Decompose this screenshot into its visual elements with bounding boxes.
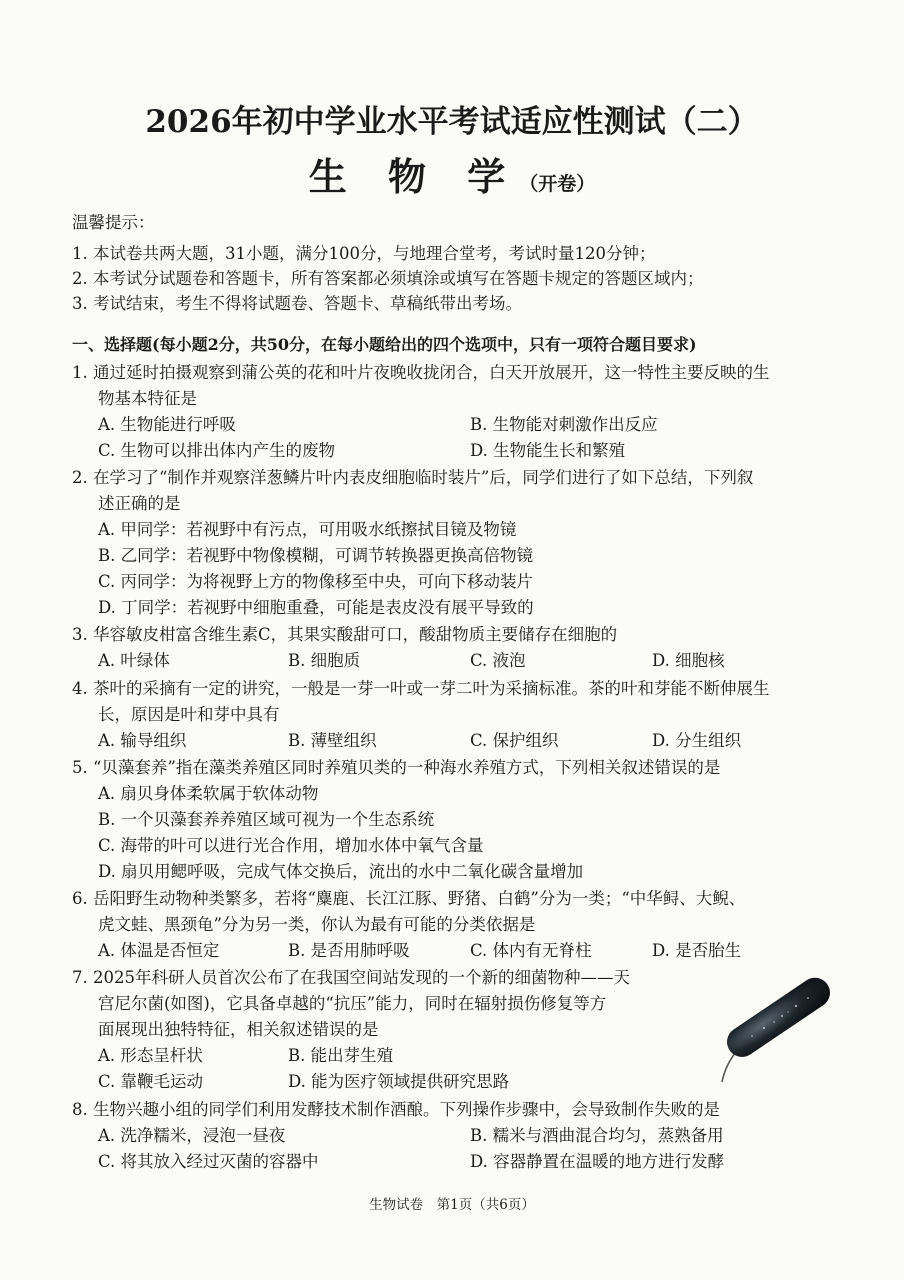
option: C. 丙同学：为将视野上方的物像移至中央，可向下移动装片	[98, 572, 534, 591]
subject-name: 生 物 学	[308, 154, 520, 199]
question-stem: 宫尼尔菌(如图)，它具备卓越的“抗压”能力，同时在辐射损伤修复等方	[98, 994, 607, 1013]
option: A. 体温是否恒定	[98, 941, 220, 960]
option: C. 海带的叶可以进行光合作用，增加水体中氧气含量	[98, 836, 484, 855]
question-stem: 2. 在学习了“制作并观察洋葱鳞片叶内表皮细胞临时装片”后，同学们进行了如下总结，下列叙	[72, 468, 754, 487]
option: B. 是否用肺呼吸	[288, 941, 410, 960]
option: B. 一个贝藻套养养殖区域可视为一个生态系统	[98, 810, 435, 829]
option: D. 容器静置在温暖的地方进行发酵	[470, 1152, 725, 1171]
notice-item: 2. 本考试分试题卷和答题卡，所有答案都必须填涂或填写在答题卡规定的答题区域内；	[72, 269, 704, 288]
bacteria-illustration	[716, 976, 836, 1086]
subject-note: （开卷）	[519, 173, 596, 195]
option: D. 丁同学：若视野中细胞重叠，可能是表皮没有展平导致的	[98, 598, 534, 617]
question-stem: 面展现出独特特征，相关叙述错误的是	[98, 1020, 379, 1039]
question-stem: 1. 通过延时拍摄观察到蒲公英的花和叶片夜晚收拢闭合，白天开放展开，这一特性主要反映的生	[72, 363, 770, 382]
question-stem: 3. 华容敏皮柑富含维生素C，其果实酸甜可口，酸甜物质主要储存在细胞的	[72, 625, 618, 644]
option: D. 生物能生长和繁殖	[470, 441, 626, 460]
option: C. 液泡	[470, 651, 526, 670]
option: B. 乙同学：若视野中物像模糊，可调节转换器更换高倍物镜	[98, 546, 534, 565]
option: A. 输导组织	[98, 731, 187, 750]
option: A. 洗净糯米，浸泡一昼夜	[98, 1126, 286, 1145]
option: C. 将其放入经过灭菌的容器中	[98, 1152, 319, 1171]
option: D. 分生组织	[652, 731, 742, 750]
question-stem: 5. “贝藻套养”指在藻类养殖区同时养殖贝类的一种海水养殖方式，下列相关叙述错误的是	[72, 758, 721, 777]
flagellum	[722, 1052, 736, 1082]
option: A. 扇贝身体柔软属于软体动物	[98, 784, 319, 803]
question-stem: 虎文蛙、黑颈龟”分为另一类，你认为最有可能的分类依据是	[98, 915, 536, 934]
option: C. 体内有无脊柱	[470, 941, 592, 960]
option: B. 生物能对刺激作出反应	[470, 415, 658, 434]
notice-item: 3. 考试结束，考生不得将试题卷、答题卡、草稿纸带出考场。	[72, 294, 522, 313]
subject-heading	[0, 146, 904, 201]
option: D. 扇贝用鳃呼吸，完成气体交换后，流出的水中二氧化碳含量增加	[98, 862, 584, 881]
option: B. 细胞质	[288, 651, 361, 670]
option: B. 能出芽生殖	[288, 1046, 394, 1065]
notice-item: 1. 本试卷共两大题，31小题，满分100分，与地理合堂考，考试时量120分钟；	[72, 244, 656, 263]
page-footer: 生物试卷 第1页（共6页）	[369, 1197, 535, 1213]
question-stem: 长，原因是叶和芽中具有	[98, 705, 280, 724]
question-stem: 4. 茶叶的采摘有一定的讲究，一般是一芽一叶或一芽二叶为采摘标准。茶的叶和芽能不断伸展生	[72, 679, 770, 698]
option: B. 糯米与酒曲混合均匀，蒸熟备用	[470, 1126, 724, 1145]
option: D. 能为医疗领域提供研究思路	[288, 1072, 510, 1091]
option: A. 生物能进行呼吸	[98, 415, 236, 434]
option: D. 是否胎生	[652, 941, 742, 960]
option: A. 形态呈杆状	[98, 1046, 203, 1065]
option: C. 生物可以排出体内产生的废物	[98, 441, 336, 460]
option: C. 保护组织	[470, 731, 559, 750]
question-stem: 物基本特征是	[98, 389, 197, 408]
question-stem: 8. 生物兴趣小组的同学们利用发酵技术制作酒酿。下列操作步骤中，会导致制作失败的是	[72, 1100, 720, 1119]
section-heading: 一、选择题(每小题2分，共50分，在每小题给出的四个选项中，只有一项符合题目要求)	[72, 335, 697, 354]
question-stem: 7. 2025年科研人员首次公布了在我国空间站发现的一个新的细菌物种——天	[72, 968, 630, 987]
bacteria-body	[721, 976, 836, 1063]
notice-heading: 温馨提示：	[72, 213, 155, 232]
option: C. 靠鞭毛运动	[98, 1072, 204, 1091]
option: A. 叶绿体	[98, 651, 170, 670]
option: D. 细胞核	[652, 651, 725, 670]
option: B. 薄壁组织	[288, 731, 377, 750]
question-stem: 6. 岳阳野生动物种类繁多，若将“麋鹿、长江江豚、野猪、白鹤”分为一类；“中华鲟、大鲵、	[72, 889, 746, 908]
option: A. 甲同学：若视野中有污点，可用吸水纸擦拭目镜及物镜	[98, 520, 517, 539]
exam-title: 2026年初中学业水平考试适应性测试（二）	[145, 104, 759, 140]
question-stem: 述正确的是	[98, 494, 181, 513]
